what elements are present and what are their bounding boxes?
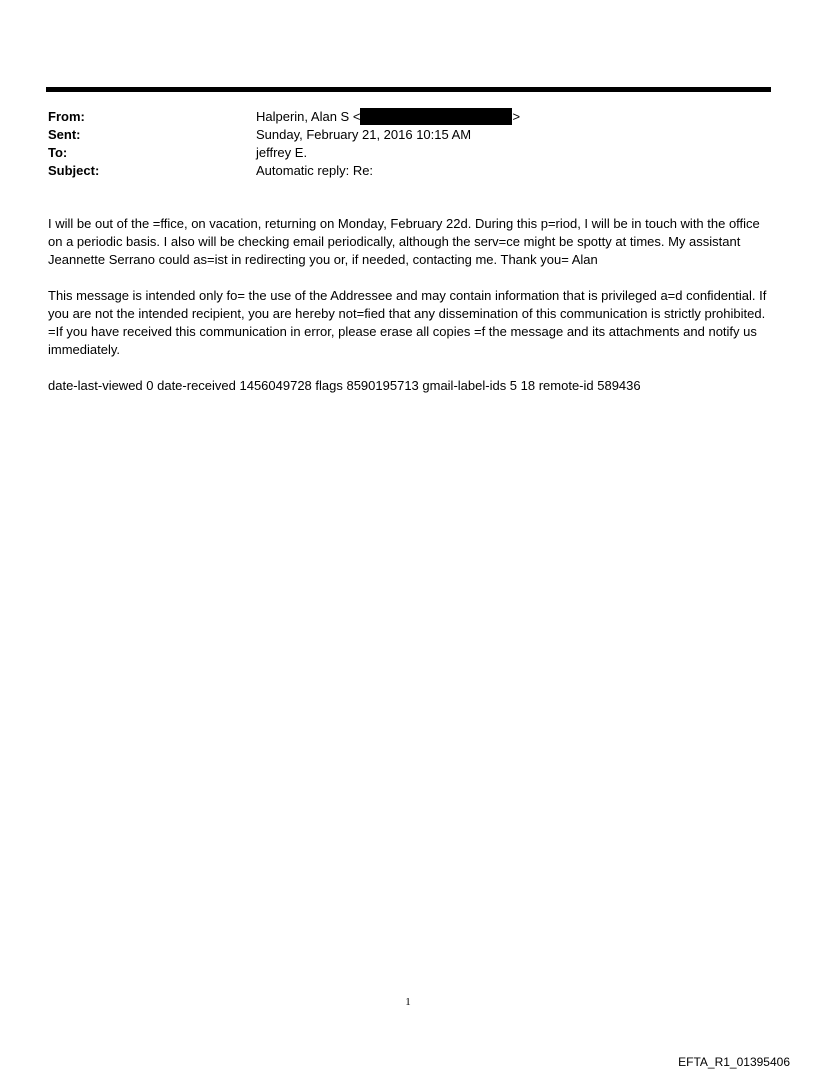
auto-reply-paragraph: I will be out of the =ffice, on vacation, returning on Monday, February 22d. During this p=riod, I will be in touch with the office on a periodic basis. I also will be checking email periodically, although the serv=ce might be spotty at times. My assistant Jeannette Serrano could as=ist in redirecting you or, if needed, contacting me. Thank you= Alan (48, 216, 760, 267)
email-header (48, 108, 768, 180)
from-close-bracket: > (512, 109, 521, 124)
subject-value: Automatic reply: Re: (256, 163, 374, 178)
to-label: To: (48, 145, 68, 160)
from-name: Halperin, Alan S (256, 109, 350, 124)
to-value: jeffrey E. (256, 145, 308, 160)
from-row (48, 108, 768, 126)
email-body (48, 215, 772, 413)
redaction-box (360, 108, 512, 125)
disclaimer-paragraph: This message is intended only fo= the use of the Addressee and may contain information that is privileged a=d confidential. If you are not the intended recipient, you are hereby not=fied that any dissemination of this communication is strictly prohibited. =If you have received this communication in error, please erase all copies =f the message and its attachments and notify us immediately. (48, 288, 767, 357)
sent-label: Sent: (48, 127, 81, 142)
subject-row (48, 162, 768, 180)
metadata-paragraph: date-last-viewed 0 date-received 1456049728 flags 8590195713 gmail-label-ids 5 18 remote-id 589436 (48, 378, 641, 393)
from-open-bracket: < (352, 109, 361, 124)
document-id: EFTA_R1_01395406 (678, 1055, 790, 1069)
header-divider (46, 87, 771, 92)
to-row (48, 144, 768, 162)
sent-value: Sunday, February 21, 2016 10:15 AM (256, 127, 472, 142)
sent-row (48, 126, 768, 144)
from-value (256, 108, 520, 126)
from-label: From: (48, 109, 85, 124)
page-number: 1 (405, 996, 411, 1008)
subject-label: Subject: (48, 163, 100, 178)
